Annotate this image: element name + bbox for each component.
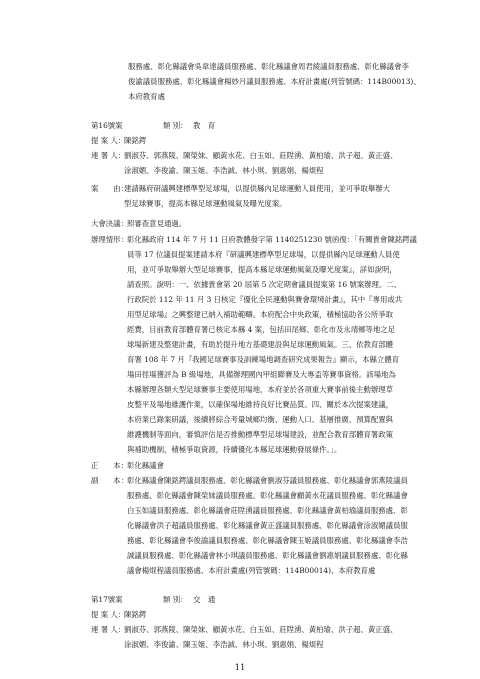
case-16-number: 第16號案 [91, 121, 123, 130]
handling-line: 用型足球場』之興整建已納入補助範疇。本府配合中央政策，積極協助各公所爭取 [127, 310, 394, 319]
subject-line: 型足球賽事，提高本縣足球運動風氣及曝光度案。 [124, 199, 287, 208]
subject-line: 建請縣府研議興建標準型足球場，以提供縣內足球運動人員使用，並可爭取舉辦大 [124, 184, 391, 193]
page-number: 11 [234, 663, 246, 673]
handling-line: 與補助機制，積極爭取資源，持續優化本縣足球運動發展條件。」。 [127, 445, 342, 454]
handling-line: 行政院於 112 年 11 月 3 日核定『優化全民運動與賽會環境計畫』，其中『專用或共 [127, 295, 403, 304]
copies-line: 化縣議會洪子超議員服務處、彰化縣議會黃正盛議員服務處、彰化縣議會涂淑媚議員服 [127, 521, 408, 530]
copies-label: 副 本： [91, 476, 128, 485]
resolution-label: 大會決議： [91, 219, 128, 228]
case-17-category: 交 通 [193, 595, 216, 604]
copies-line: 誠議員服務處、彰化縣議會林小琪議員服務處、彰化縣議會劉惠娟議員服務處、彰化縣 [127, 551, 408, 560]
copies-line: 白玉如議員服務處、彰化縣議會莊陞湧議員服務處、彰化縣議會黃柏瑜議員服務處、彰 [127, 506, 408, 515]
proposer-label: 提 案 人： [91, 610, 126, 619]
copies-line: 務處、彰化縣議會李俊諭議員服務處、彰化縣議會陳玉姬議員服務處、彰化縣議會李浩 [127, 536, 408, 545]
copies-line: 彰化縣議會陳銘鍔議員服務處、彰化縣議會劉淑芬議員服務處、彰化縣議會郭燕陵議員 [127, 476, 408, 485]
main-recipient: 彰化縣議會 [127, 461, 164, 470]
handling-line: 用，並可爭取舉辦大型足球賽事，提高本縣足球運動風氣及曝光度案』，詳如說明， [127, 265, 397, 274]
handling-line: 球場新建及整建計畫，有助於提升地方基礎建設與足球運動風氣。三、依教育部體 [127, 340, 394, 349]
prev-copies-line: 服務處、彰化縣議會吳韋達議員服務處、彰化縣議會周君綾議員服務處、彰化縣議會李 [128, 62, 409, 71]
cosigners-line: 涂淑媚、李俊諭、陳玉姬、李浩誠、林小琪、劉惠娟、楊焜程 [124, 166, 324, 175]
prev-copies-line: 俊諭議員服務處、彰化縣議會楊妙月議員服務處、本府計畫處(列管號碼：114B00013)、 [128, 77, 421, 86]
handling-line: 彰化縣政府 114 年 7 月 11 日府教體發字第 1140251230 號函復：「有關貴會陳銘鍔議 [127, 235, 417, 244]
proposer-label: 提 案 人： [91, 136, 126, 145]
handling-line: 場田徑場獲評為 B 級場地，具備辦理國內甲組聯賽及大專盃等賽事資格。該場地為 [127, 370, 396, 379]
prev-copies-line: 本府教育處 [128, 92, 165, 101]
resolution-text: 照審查意見通過。 [127, 219, 187, 228]
case-17-category-label: 類 別： [163, 595, 188, 604]
cosigners-line: 劉淑芬、郭燕陵、陳榮妹、顧黃水花、白玉如、莊陞湧、黃柏瑜、洪子超、黃正盛、 [124, 151, 398, 160]
handling-line: 請查照。說明：一、依據貴會第 20 屆第 5 次定期會議員提案第 16 號案辦理。二、 [127, 280, 402, 289]
case-16-category: 教 育 [193, 121, 216, 130]
handling-line: 皮整平及場地維護作業，以確保場地維持良好比賽品質。四、關於本次提案建議， [127, 400, 394, 409]
case-17-number: 第17號案 [91, 595, 123, 604]
cosigners-line: 涂淑媚、李俊諭、陳玉姬、李浩誠、林小琪、劉惠娟、楊焜程 [124, 640, 324, 649]
copies-line: 服務處、彰化縣議會陳榮妹議員服務處、彰化縣議會顧黃水花議員服務處、彰化縣議會 [127, 491, 408, 500]
handling-line: 育署 108 年 7 月『我國足球賽事及訓練場地調查研究成果報告』顯示，本縣立體育 [127, 355, 400, 364]
cosigners-label: 連 署 人： [91, 625, 126, 634]
main-recipient-label: 正 本： [91, 461, 128, 470]
cosigners-label: 連 署 人： [91, 151, 126, 160]
handling-line: 經費，目前教育部體育署已核定本縣 4 案，包括田尾鄉、彰化市及永靖鄉等地之足 [127, 325, 396, 334]
handling-line: 維護機制等面向，審慎評估是否推動標準型足球場建設，並配合教育部體育署政策 [127, 430, 394, 439]
handling-label: 辦理情形： [91, 235, 128, 244]
case-17-proposer: 陳銘鍔 [124, 610, 147, 619]
case-16-category-label: 類 別： [163, 121, 188, 130]
handling-line: 本縣辦理各類大型足球賽事主要使用場地，本府並於各項重大賽事前後主動辦理草 [127, 385, 394, 394]
handling-line: 本府業已錄案研議，後續將綜合考量城鄉均衡、運動人口、基層推廣、預算配置與 [127, 415, 394, 424]
case-16-proposer: 陳銘鍔 [124, 136, 147, 145]
subject-label: 案 由： [91, 184, 128, 193]
copies-line: 議會楊焜程議員服務處、本府計畫處(列管號碼：114B00014)、本府教育處 [127, 566, 376, 575]
handling-line: 員等 17 位議員提案建請本府『研議興建標準型足球場，以提供縣內足球運動人員使 [127, 250, 400, 259]
cosigners-line: 劉淑芬、郭燕陵、陳榮妹、顧黃水花、白玉如、莊陞湧、黃柏瑜、洪子超、黃正盛、 [124, 625, 398, 634]
